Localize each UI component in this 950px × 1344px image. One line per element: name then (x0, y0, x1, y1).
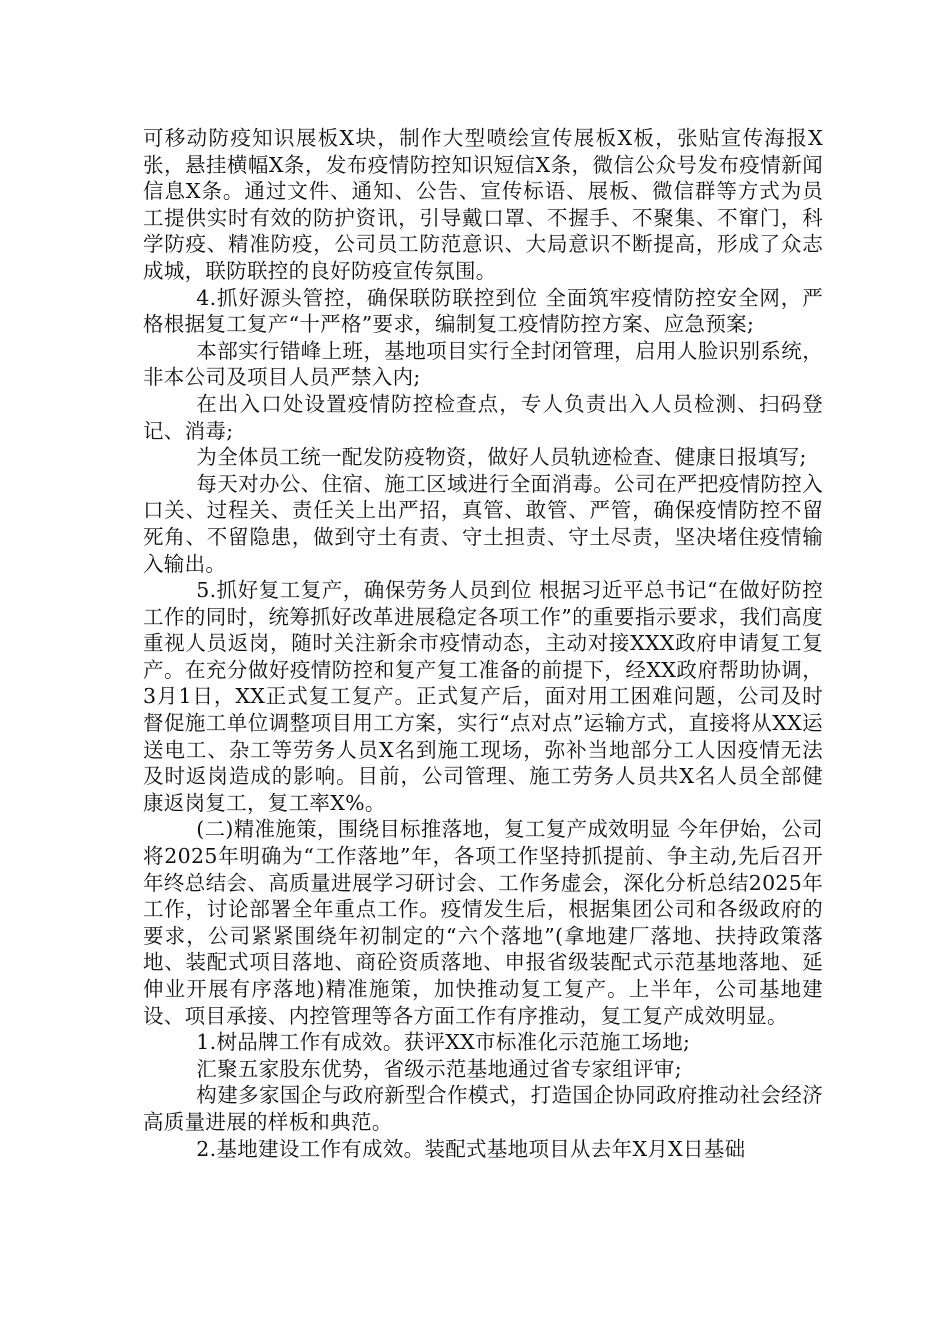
paragraph-8: (二)精准施策，围绕目标推落地，复工复产成效明显 今年伊始，公司将2025年明确为“工作落地”年，各项工作坚持抓提前、争主动,先后召开年终总结会、高质量进展学习研讨会、工作务虚会，深化分析总结2025年工作，讨论部署全年重点工作。疫情发生后，根据集团公司和各级政府的要求，公司紧紧围绕年初制定的“六个落地”(拿地建厂落地、扶持政策落地、装配式项目落地、商砼资质落地、申报省级装配式示范基地落地、延伸业开展有序落地)精准施策，加快推动复工复产。上半年，公司基地建设、项目承接、内控管理等各方面工作有序推动，复工复产成效明显。 (143, 817, 823, 1028)
paragraph-10: 汇聚五家股东优势，省级示范基地通过省专家组评审; (196, 1056, 682, 1081)
paragraph-12: 2.基地建设工作有成效。装配式基地项目从去年X月X日基础 (196, 1136, 746, 1161)
paragraph-6: 每天对办公、住宿、施工区域进行全面消毒。公司在严把疫情防控入口关、过程关、责任关上出严招，真管、敢管、严管，确保疫情防控不留死角、不留隐患，做到守土有责、守土担责、守土尽责，坚决堵住疫情输入输出。 (143, 471, 823, 576)
document-body (143, 125, 823, 1162)
paragraph-7: 5.抓好复工复产，确保劳务人员到位 根据习近平总书记“在做好防控工作的同时，统筹抓好改革进展稳定各项工作”的重要指示要求，我们高度重视人员返岗，随时关注新余市疫情动态，主动对接XXX政府申请复工复产。在充分做好疫情防控和复产复工准备的前提下，经XX政府帮助协调，3月1日，XX正式复工复产。正式复产后，面对用工困难问题，公司及时督促施工单位调整项目用工方案，实行“点对点”运输方式，直接将从XX运送电工、杂工等劳务人员X名到施工现场，弥补当地部分工人因疫情无法及时返岗造成的影响。目前，公司管理、施工劳务人员共X名人员全部健康返岗复工，复工率X%。 (143, 578, 823, 815)
paragraph-4: 在出入口处设置疫情防控检查点，专人负责出入人员检测、扫码登记、消毒; (143, 391, 823, 443)
paragraph-5: 为全体员工统一配发防疫物资，做好人员轨迹检查、健康日报填写; (196, 445, 807, 470)
paragraph-1: 可移动防疫知识展板X块，制作大型喷绘宣传展板X板，张贴宣传海报X张，悬挂横幅X条，发布疫情防控知识短信X条，微信公众号发布疫情新闻信息X条。通过文件、通知、公告、宣传标语、展板、微信群等方式为员工提供实时有效的防护资讯，引导戴口罩、不握手、不聚集、不窜门，科学防疫、精准防疫，公司员工防范意识、大局意识不断提高，形成了众志成城，联防联控的良好防疫宣传氛围。 (143, 126, 823, 283)
paragraph-2: 4.抓好源头管控，确保联防联控到位 全面筑牢疫情防控安全网，严格根据复工复产“十严格”要求，编制复工疫情防控方案、应急预案; (143, 285, 823, 337)
paragraph-9: 1.树品牌工作有成效。获评XX市标准化示范施工场地; (196, 1030, 691, 1055)
paragraph-11: 构建多家国企与政府新型合作模式，打造国企协同政府推动社会经济高质量进展的样板和典范。 (143, 1083, 823, 1134)
paragraph-3: 本部实行错峰上班，基地项目实行全封闭管理，启用人脸识别系统，非本公司及项目人员严禁入内; (143, 338, 823, 390)
